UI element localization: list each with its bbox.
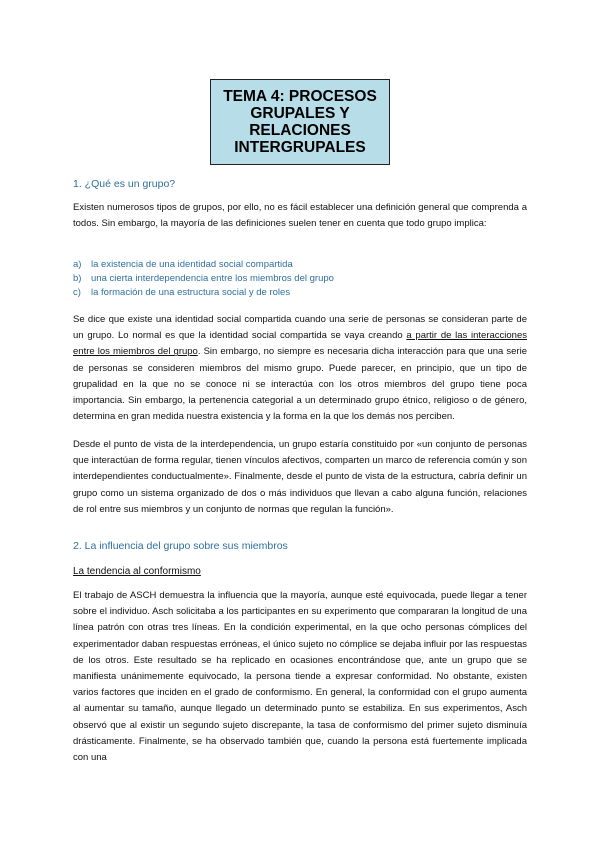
section-1-intro: Existen numerosos tipos de grupos, por ello, no es fácil establecer una definición general que comprenda a todos. Sin embargo, la mayoría de las definiciones suelen tener en cuenta que todo grupo implica:: [73, 202, 527, 230]
list-marker: a): [73, 259, 82, 270]
section-1-paragraph-2: [73, 312, 527, 425]
list-marker: b): [73, 273, 82, 284]
title-box: [210, 79, 390, 165]
list-marker: c): [73, 287, 81, 298]
list-item-text: una cierta interdependencia entre los miembros del grupo: [91, 273, 334, 284]
paragraph-text: . Sin embargo, no siempre es necesaria dicha interacción para que una serie de personas se consideren miembros del mismo grupo. Puede parecer, en principio, que un tipo de grupalidad en la que no se conoce ni se interactúa con los otros miembros del grupo tiene poca importancia. Sin embargo, la pertenencia categorial a un determinado grupo étnico, religioso o de género, determina en gran medida nuestra existencia y la forma en la que los demás nos perciben.: [73, 346, 527, 423]
section-1-paragraph-3: Desde el punto de vista de la interdependencia, un grupo estaría constituido por «un conjunto de personas que interactúan de forma regular, tienen vínculos afectivos, comparten un marco de referencia común y son interdependientes conductualmente». Finalmente, desde el punto de vista de la estructura, cabría definir un grupo como un sistema organizado de dos o más individuos que llevan a cabo alguna función, relaciones de rol entre sus miembros y un conjunto de normas que regulan la función».: [73, 439, 527, 515]
list-item-text: la formación de una estructura social y de roles: [91, 287, 291, 298]
document-title: TEMA 4: PROCESOS GRUPALES Y RELACIONES INTERGRUPALES: [223, 88, 377, 156]
section-1-heading: 1. ¿Qué es un grupo?: [73, 178, 176, 190]
paragraph-text: Se dice que existe una identidad social compartida cuando una serie de personas se consideran parte de un grupo. Lo normal es que la identidad social compartida se vaya creando: [73, 314, 527, 342]
list-item-text: la existencia de una identidad social compartida: [91, 259, 293, 270]
underlined-phrase: a partir de las interacciones entre los miembros del grupo: [73, 330, 527, 358]
list-item: [73, 258, 527, 272]
list-item: [73, 286, 527, 300]
definition-list: [73, 258, 527, 300]
list-item: [73, 272, 527, 286]
section-2-subheading: La tendencia al conformismo: [73, 566, 201, 577]
section-2-paragraph-1: El trabajo de ASCH demuestra la influencia que la mayoría, aunque esté equivocada, puede llegar a tener sobre el individuo. Asch solicitaba a los participantes en su experimento que compararan la longitud de una línea patrón con otras tres líneas. En la condición experimental, en la que ocho personas cómplices del experimentador daban respuestas erróneas, el único sujeto no cómplice se dejaba influir por las respuestas de los otros. Este resultado se ha replicado en ocasiones encontrándose que, ante un grupo que se manifiesta unánimemente equivocado, la persona tiende a expresar conformidad. No obstante, existen varios factores que inciden en el grado de conformismo. En general, la conformidad con el grupo aumenta al aumentar su tamaño, aunque llegado un determinado punto se estabiliza. En sus experimentos, Asch observó que al existir un segundo sujeto discrepante, la tasa de conformismo del primer sujeto disminuía drásticamente. Finalmente, se ha observado también que, cuando la persona está fuertemente implicada con una: [73, 590, 527, 764]
section-2-heading: 2. La influencia del grupo sobre sus miembros: [73, 540, 288, 552]
